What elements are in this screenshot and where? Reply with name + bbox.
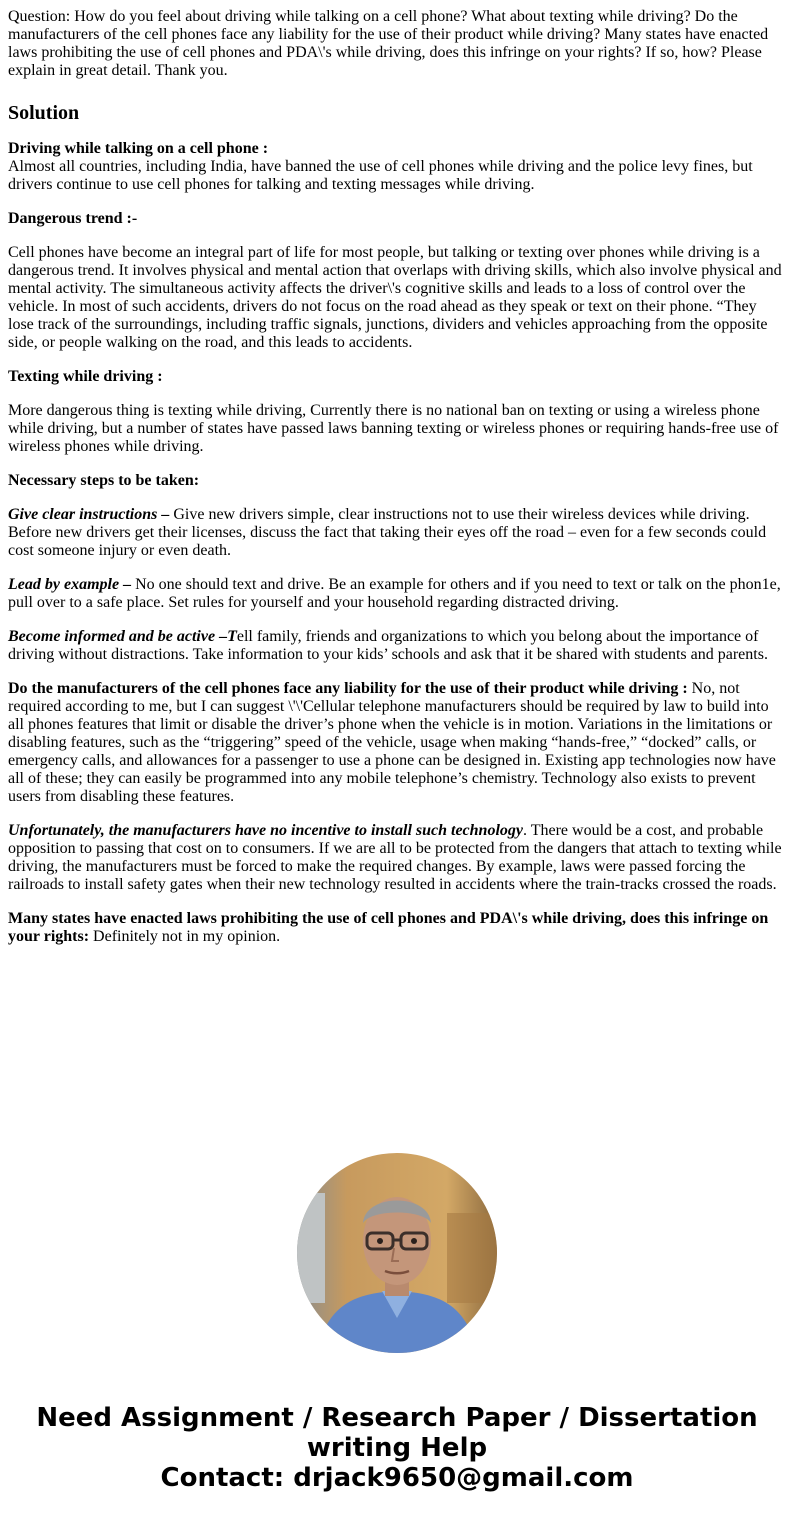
step-lead: Lead by example – xyxy=(8,576,132,593)
answer-document xyxy=(8,8,786,962)
section-liability-text: No, not required according to me, but I can suggest \'\'Cellular telephone manufacturers should be required by law to build into all phones features that limit or disable the driver’s phone when the vehicle is in motion. Variations in the limitations or disabling features, such as the “triggering” speed of the vehicle, usage when making “hands-free,” “docked” calls, or emergency calls, and allowances for a passenger to use a phone can be designed in. Existing app technologies now have all of these; they can easily be programmed into any mobile telephone’s chemistry. Technology also exists to prevent users from disabling these features. xyxy=(8,680,776,805)
step-text: Give new drivers simple, clear instructions not to use their wireless devices while driving. Before new drivers get their licenses, discuss the fact that taking their eyes off the road – even for a few seconds could cost someone injury or even death. xyxy=(8,506,767,559)
section-rights-heading: Many states have enacted laws prohibiting the use of cell phones and PDA\'s while driving, does this infringe on your rights: xyxy=(8,910,769,945)
step-item xyxy=(8,628,786,664)
section-incentive xyxy=(8,822,786,894)
promo-contact: Contact: drjack9650@gmail.com xyxy=(160,1463,634,1493)
promo-line1: Need Assignment / Research Paper / Dissertation xyxy=(36,1403,758,1433)
section-talking-text: Almost all countries, including India, have banned the use of cell phones while driving and the police levy fines, but drivers continue to use cell phones for talking and texting messages while driving. xyxy=(8,158,753,193)
promo-banner xyxy=(0,1403,794,1493)
section-incentive-text: . There would be a cost, and probable opposition to passing that cost on to consumers. If we are all to be protected from the dangers that attach to texting while driving, the manufacturers must be forced to make the required changes. By example, laws were passed forcing the railroads to install safety gates when their new technology resulted in accidents where the train-tracks crossed the roads. xyxy=(8,822,782,893)
solution-heading: Solution xyxy=(8,102,80,124)
step-lead: Give clear instructions – xyxy=(8,506,170,523)
step-item xyxy=(8,576,786,612)
section-liability xyxy=(8,680,786,806)
question-text: Question: How do you feel about driving while talking on a cell phone? What about texting while driving? Do the manufacturers of the cell phones face any liability for the use of their product while driving? Many states have enacted laws prohibiting the use of cell phones and PDA\'s while driving, does this infringe on your rights? If so, how? Please explain in great detail. Thank you. xyxy=(8,8,769,79)
section-liability-heading: Do the manufacturers of the cell phones face any liability for the use of their product while driving : xyxy=(8,680,688,697)
section-texting-heading: Texting while driving : xyxy=(8,368,163,385)
section-incentive-lead: Unfortunately, the manufacturers have no incentive to install such technology xyxy=(8,822,523,839)
step-text: ell family, friends and organizations to which you belong about the importance of driving without distractions. Take information to your kids’ schools and ask that it be shared with students and parents. xyxy=(8,628,768,663)
step-lead: Become informed and be active –T xyxy=(8,628,237,645)
section-steps-heading: Necessary steps to be taken: xyxy=(8,472,200,489)
author-avatar xyxy=(297,1153,497,1353)
author-photo-icon xyxy=(297,1153,497,1353)
section-trend-text: Cell phones have become an integral part of life for most people, but talking or texting over phones while driving is a dangerous trend. It involves physical and mental action that overlaps with driving skills, which also involve physical and mental activity. The simultaneous activity affects the driver\'s cognitive skills and leads to a loss of control over the vehicle. In most of such accidents, drivers do not focus on the road ahead as they speak or text on their phone. “They lose track of the surroundings, including traffic signals, junctions, dividers and vehicles approaching from the opposite side, or people walking on the road, and this leads to accidents. xyxy=(8,244,782,351)
section-texting-text: More dangerous thing is texting while driving, Currently there is no national ban on texting or using a wireless phone while driving, but a number of states have passed laws banning texting or wireless phones or requiring hands-free use of wireless phones while driving. xyxy=(8,402,779,455)
section-talking xyxy=(8,140,786,194)
promo-line2: writing Help xyxy=(306,1433,488,1463)
step-text: No one should text and drive. Be an example for others and if you need to text or talk on the phon1e, pull over to a safe place. Set rules for yourself and your household regarding distracted driving. xyxy=(8,576,781,611)
section-rights-text: Definitely not in my opinion. xyxy=(89,928,281,945)
section-talking-heading: Driving while talking on a cell phone : xyxy=(8,140,269,157)
section-rights xyxy=(8,910,786,946)
section-trend-heading: Dangerous trend :- xyxy=(8,210,138,227)
step-item xyxy=(8,506,786,560)
